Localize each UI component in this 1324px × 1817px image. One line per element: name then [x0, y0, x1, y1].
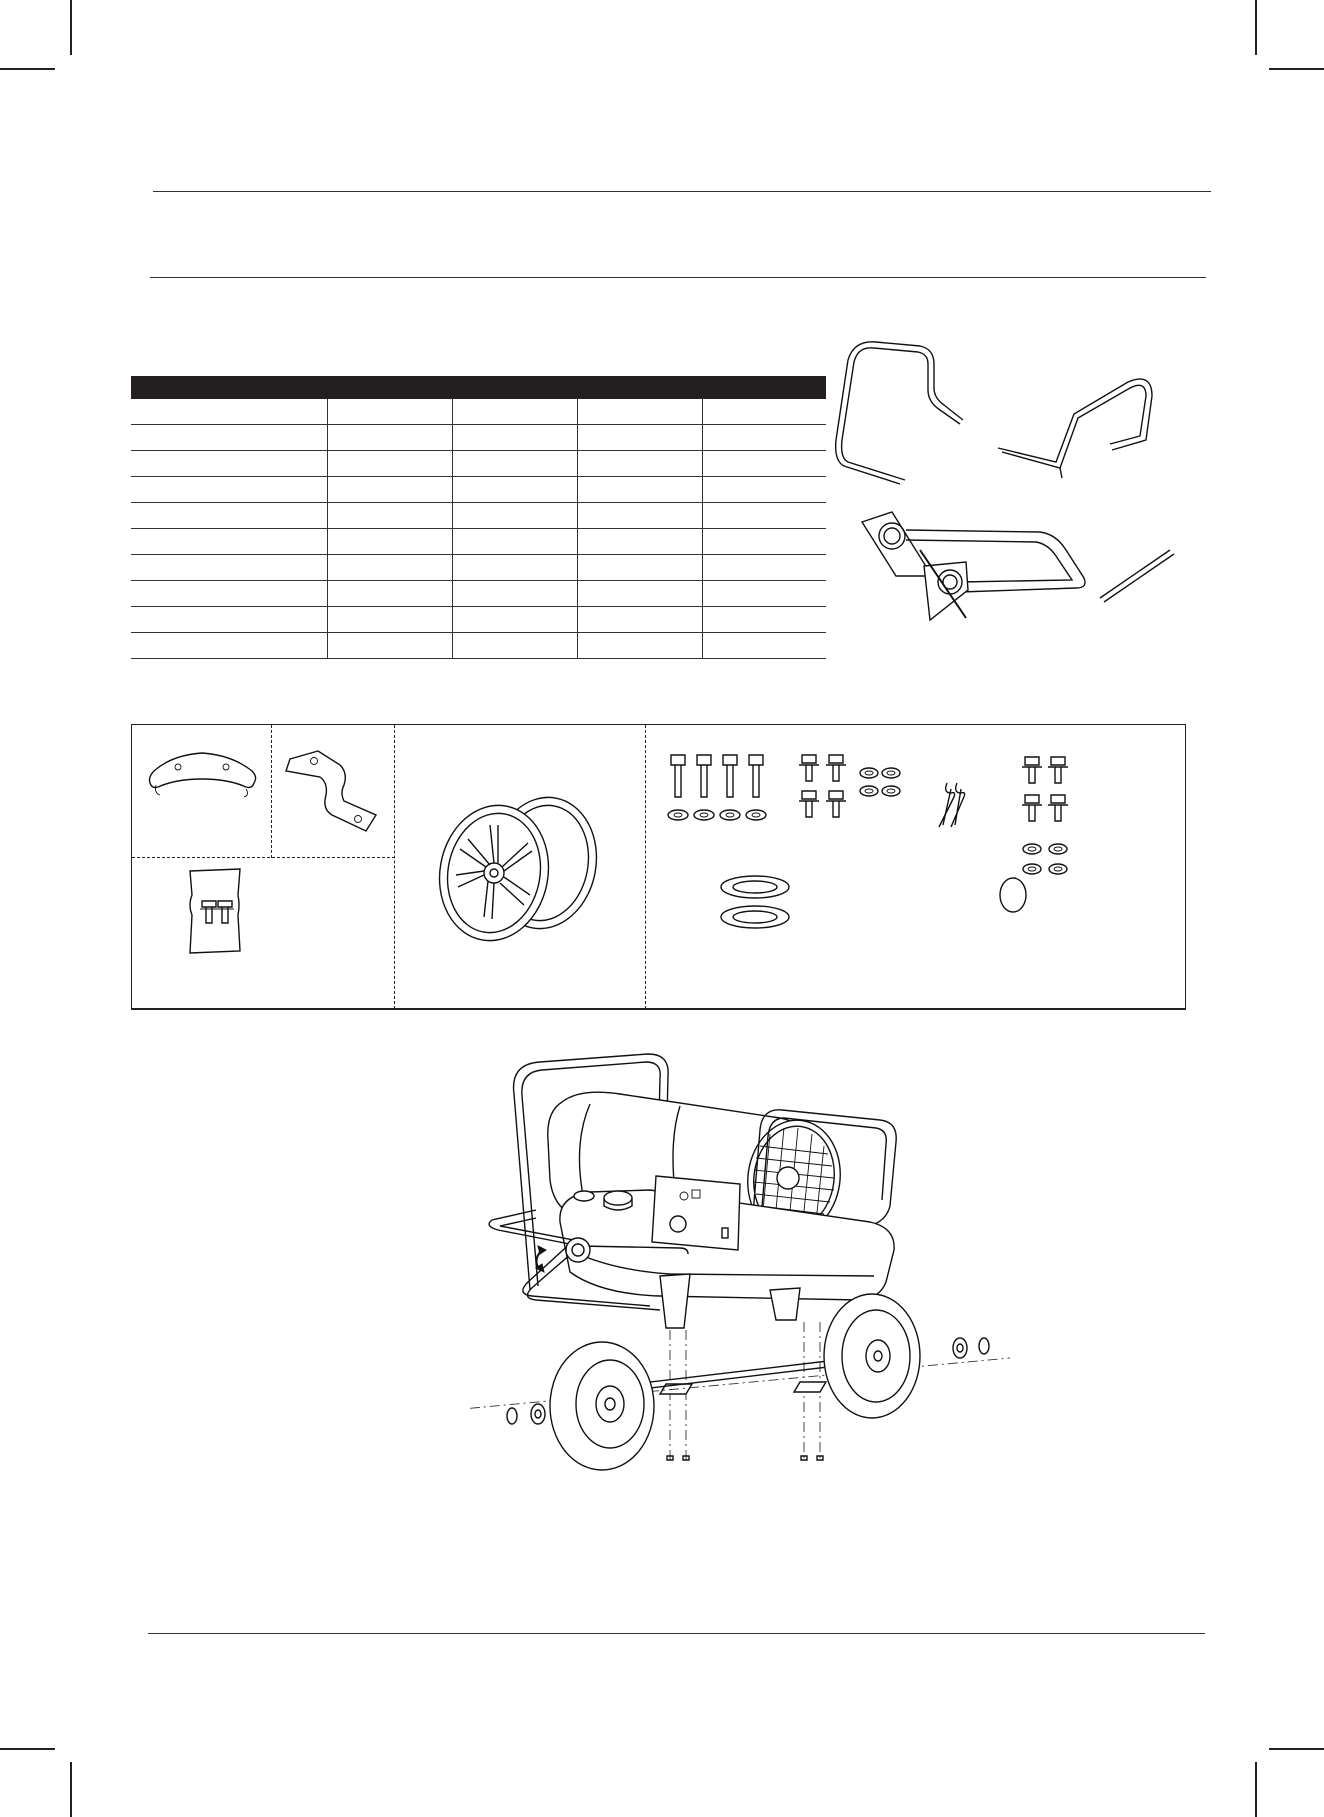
parts-table-row: [131, 555, 826, 581]
crop-mark-tr-h: [1269, 68, 1324, 70]
cap-left: [507, 1408, 517, 1424]
parts-table-row: [131, 581, 826, 607]
axle-bracket-right: [770, 1288, 800, 1320]
control-panel: [652, 1176, 740, 1250]
hex-nuts-a: [860, 768, 900, 796]
crop-mark-tl-h: [0, 68, 55, 70]
parts-table-cell: [328, 451, 453, 477]
parts-table-header: [131, 376, 826, 399]
parts-table-row: [131, 633, 826, 659]
parts-table-cell: [453, 451, 578, 477]
divider-wheels-left: [394, 725, 395, 1009]
parts-table-cell: [453, 581, 578, 607]
parts-table-row: [131, 451, 826, 477]
parts-table-row: [131, 477, 826, 503]
parts-table-cell: [453, 633, 578, 659]
parts-table-cell: [453, 425, 578, 451]
parts-table-cell: [578, 425, 703, 451]
flange-bolts-a: [799, 755, 846, 817]
parts-table-cell: [328, 581, 453, 607]
flat-washers: [668, 810, 766, 820]
parts-table-cell: [453, 503, 578, 529]
handle-grip: [142, 737, 262, 847]
parts-table-cell: [453, 529, 578, 555]
axle-clip-right: [794, 1382, 826, 1392]
axle-bolts: [667, 1456, 823, 1460]
parts-table: [131, 376, 826, 659]
parts-table-cell: [131, 425, 328, 451]
parts-table-cell: [578, 607, 703, 633]
parts-table-cell: [131, 477, 328, 503]
parts-table-cell: [578, 529, 703, 555]
parts-table-cell: [328, 633, 453, 659]
parts-table-cell: [328, 529, 453, 555]
parts-table-cell: [578, 503, 703, 529]
heater-assembly-illustration: [470, 1050, 1040, 1550]
crop-mark-br-v: [1255, 1762, 1257, 1817]
parts-table-cell: [131, 529, 328, 555]
parts-table-row: [131, 425, 826, 451]
parts-table-cell: [453, 477, 578, 503]
flange-bolts-b: [1022, 757, 1068, 821]
washer-left: [531, 1404, 545, 1424]
parts-table-cell: [328, 425, 453, 451]
parts-table-cell: [131, 451, 328, 477]
parts-table-cell: [703, 607, 827, 633]
parts-table-cell: [703, 477, 827, 503]
axle-rod: [1100, 550, 1170, 598]
crop-mark-br-h: [1269, 1748, 1324, 1750]
hex-nuts-b: [1023, 844, 1067, 874]
crop-mark-tl-v: [70, 0, 72, 55]
fuel-cap: [604, 1191, 632, 1205]
front-stand-frame: [1002, 385, 1146, 468]
parts-table-cell: [703, 529, 827, 555]
crop-mark-bl-h: [0, 1748, 55, 1750]
left-axle-bracket: [862, 512, 932, 576]
parts-table-cell: [703, 555, 827, 581]
assembly-wheel-right: [824, 1294, 920, 1418]
large-washers: [721, 876, 789, 928]
divider-handle-bracket: [271, 725, 272, 858]
parts-table-cell: [131, 503, 328, 529]
parts-table-cell: [578, 451, 703, 477]
parts-table-cell: [703, 399, 827, 425]
divider-handle-bolts: [132, 857, 395, 858]
parts-table-cell: [703, 581, 827, 607]
parts-table-cell: [578, 581, 703, 607]
parts-table-cell: [131, 607, 328, 633]
rear-handle-frame: [842, 348, 960, 480]
axle-cap: [1000, 878, 1026, 912]
bracket-clamp: [278, 735, 390, 845]
parts-table-cell: [328, 503, 453, 529]
frame-parts-illustration: [830, 340, 1190, 630]
parts-table-cell: [578, 633, 703, 659]
footer-rule: [148, 1633, 1205, 1634]
parts-table-cell: [328, 477, 453, 503]
parts-table-row: [131, 607, 826, 633]
cotter-pins: [939, 783, 965, 827]
parts-table-cell: [578, 555, 703, 581]
crop-mark-bl-v: [70, 1762, 72, 1817]
parts-table-cell: [578, 477, 703, 503]
cap-right: [979, 1338, 989, 1354]
parts-table-row: [131, 399, 826, 425]
handle-bolts-bag: [182, 865, 252, 955]
parts-table-cell: [703, 451, 827, 477]
parts-table-cell: [131, 555, 328, 581]
header-rule-top: [153, 191, 1211, 192]
hardware-kit-box: [131, 724, 1186, 1010]
parts-table-cell: [703, 503, 827, 529]
pivot-knob: [566, 1238, 590, 1262]
parts-table-row: [131, 529, 826, 555]
parts-table-row: [131, 503, 826, 529]
parts-table-cell: [453, 607, 578, 633]
divider-wheels-right: [645, 725, 646, 1009]
header-rule-bottom: [150, 277, 1206, 278]
parts-table-cell: [131, 633, 328, 659]
parts-table-cell: [578, 399, 703, 425]
long-bolts: [671, 755, 763, 797]
parts-table-cell: [703, 633, 827, 659]
parts-table-cell: [131, 399, 328, 425]
parts-table-cell: [328, 399, 453, 425]
washer-right: [953, 1338, 967, 1358]
parts-table-cell: [328, 555, 453, 581]
parts-table-cell: [453, 399, 578, 425]
parts-table-cell: [453, 555, 578, 581]
crop-mark-tr-v: [1255, 0, 1257, 55]
parts-table-cell: [131, 581, 328, 607]
parts-table-cell: [703, 425, 827, 451]
fastener-set: [647, 725, 1185, 1009]
wheel-pair: [432, 795, 612, 945]
axle-bracket-left: [660, 1274, 690, 1328]
parts-table-cell: [328, 607, 453, 633]
